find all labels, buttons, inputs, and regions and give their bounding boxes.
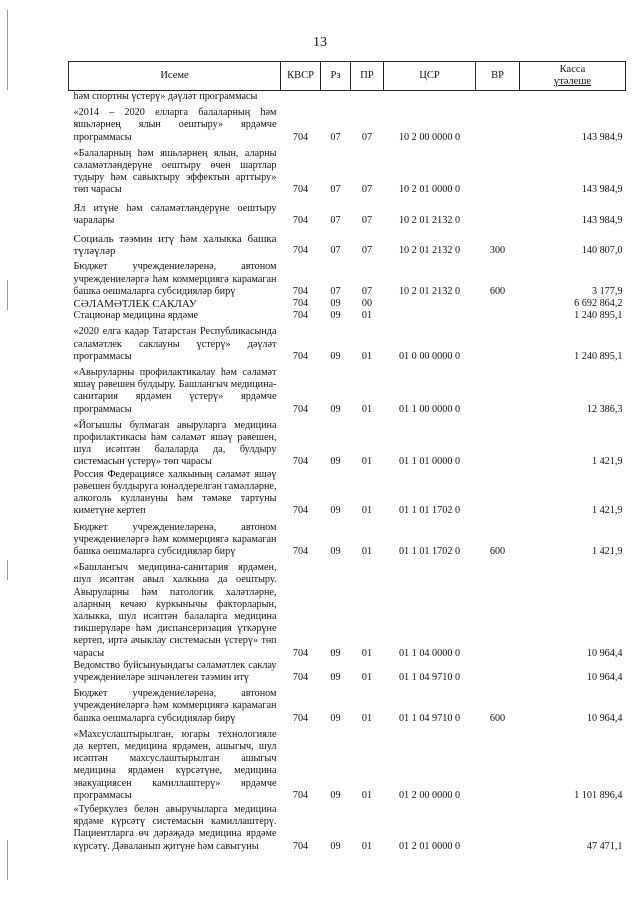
row-rz: 09 — [330, 403, 341, 415]
row-rz: 09 — [330, 789, 341, 801]
row-kvsr: 704 — [292, 647, 309, 659]
row-vr — [476, 416, 520, 469]
row-rz: 07 — [330, 131, 341, 143]
row-sum: 143 984,9 — [581, 214, 623, 226]
row-rz: 07 — [330, 245, 341, 257]
row-vr — [476, 363, 520, 416]
row-rz: 09 — [330, 545, 341, 557]
row-kvsr: 704 — [292, 545, 309, 557]
row-sum: 1 421,9 — [591, 505, 623, 517]
table-row — [69, 558, 626, 660]
row-kvsr: 704 — [292, 131, 309, 143]
row-name: Бюджет учреждениеләренә, автоном учреждениеләргә һәм коммерциягә карамаган башка оешмаларга субсидияләр бирү — [73, 521, 277, 557]
row-sum — [520, 91, 626, 104]
row-csr: 01 1 00 0000 0 — [398, 403, 461, 415]
row-csr — [384, 91, 476, 104]
header-name: Исеме — [69, 62, 281, 91]
row-pr: 00 — [361, 298, 373, 310]
table-row — [69, 802, 626, 853]
row-vr: 300 — [489, 245, 506, 257]
row-sum: 1 240 895,1 — [574, 310, 623, 322]
row-vr: 600 — [489, 545, 506, 557]
row-csr: 01 2 01 0000 0 — [398, 840, 461, 852]
row-kvsr: 704 — [292, 298, 309, 310]
row-sum: 1 421,9 — [591, 545, 623, 557]
row-kvsr: 704 — [292, 184, 309, 196]
table-row — [69, 298, 626, 310]
row-csr: 01 1 04 9710 0 — [398, 671, 461, 683]
row-csr: 01 1 01 1702 0 — [398, 505, 461, 517]
row-rz: 09 — [330, 712, 341, 724]
row-vr — [476, 725, 520, 802]
row-rz: 09 — [330, 350, 341, 362]
row-rz: 07 — [330, 184, 341, 196]
row-rz: 09 — [330, 505, 341, 517]
row-name: «Махсуслаштырылган, югары технологияле дә кертеп, медицина ярдәмен, ашыгыч, шул исәптән махсуслаштырылган ашыгыч медицина ярдәмен күрсәтүне, медицина эвакуациясен камиллаштерү» ярдәмче программасы — [73, 728, 277, 801]
row-csr: 10 2 01 0000 0 — [398, 184, 461, 196]
header-rz: Рз — [321, 62, 351, 91]
row-pr: 01 — [361, 545, 373, 557]
row-csr: 10 2 01 2132 0 — [398, 245, 461, 257]
table-row — [69, 257, 626, 298]
table-row — [69, 197, 626, 227]
row-sum: 10 964,4 — [586, 712, 623, 724]
table-row — [69, 469, 626, 518]
row-name: «Йогышлы булмаган авыруларга медицина профилактикасы һәм сәламәт яшәү рәвешен, шул исәптән балаларда да, булдыру системасын үстерү» төп чарасы — [73, 419, 277, 468]
row-pr: 01 — [361, 789, 373, 801]
row-vr — [476, 103, 520, 144]
table-row — [69, 91, 626, 104]
row-sum: 1 421,9 — [591, 456, 623, 468]
row-csr — [384, 310, 476, 322]
row-kvsr: 704 — [292, 456, 309, 468]
row-name: Социаль тәэмин итү һәм халыкка башка түләүләр — [73, 233, 277, 258]
left-margin-mark — [7, 840, 8, 880]
row-pr: 01 — [361, 350, 373, 362]
row-vr — [476, 469, 520, 518]
row-vr: 600 — [489, 285, 506, 297]
table-row — [69, 103, 626, 144]
row-kvsr: 704 — [292, 712, 309, 724]
row-pr: 07 — [361, 285, 373, 297]
table-header-row — [69, 62, 626, 91]
row-name: һәм спортны үстерү» дәүләт программасы — [73, 91, 258, 102]
row-name: «Башлангыч медицина-санитария ярдәмен, шул исәптән авыл халкына да оештыру. Авыруларны һәм патологик халәтләрне, аларның кечәю куркынычы факторларын, халыкка, шул исәптән балаларга медицина тикшерүләре һәм диспансеризация үткәрүне кертеп, иртә ачыклау системасын үстерү» төп чарасы — [73, 562, 277, 659]
row-sum: 6 692 864,2 — [574, 298, 623, 310]
table-row — [69, 227, 626, 257]
row-csr: 01 1 01 0000 0 — [398, 456, 461, 468]
row-kvsr: 704 — [292, 840, 309, 852]
row-vr: 600 — [489, 712, 506, 724]
row-name: Россия Федерациясе халкының сәламәт яшәү рәвешен булдыруга юнәлдерелгән гамәлләрне, алкоголь куллануны һәм тәмәке тартуны киметүне кертеп — [73, 468, 277, 517]
page-number: 13 — [313, 35, 327, 50]
row-csr: 10 2 01 2132 0 — [398, 214, 461, 226]
row-kvsr: 704 — [292, 285, 309, 297]
row-csr: 01 0 00 0000 0 — [398, 350, 461, 362]
row-pr: 01 — [361, 403, 373, 415]
header-vr: ВР — [476, 62, 520, 91]
row-kvsr — [281, 91, 321, 104]
left-margin-mark — [7, 280, 8, 310]
row-name: «2020 елга кадәр Татарстан Республикасында сәламәтлек саклауны үстерү» дәүләт программасы — [73, 326, 277, 362]
row-rz: 09 — [330, 840, 341, 852]
row-vr — [476, 144, 520, 197]
row-csr: 01 1 04 9710 0 — [398, 712, 461, 724]
row-vr — [476, 802, 520, 853]
row-pr: 07 — [361, 245, 373, 257]
header-pr: ПР — [351, 62, 384, 91]
row-pr: 01 — [361, 840, 373, 852]
row-sum: 3 177,9 — [591, 285, 623, 297]
row-kvsr: 704 — [292, 671, 309, 683]
table-row — [69, 660, 626, 684]
row-sum: 12 386,3 — [586, 403, 623, 415]
row-pr: 01 — [361, 310, 373, 322]
row-sum: 47 471,1 — [586, 840, 623, 852]
table-row — [69, 363, 626, 416]
row-name: СӘЛАМӘТЛЕК САКЛАУ — [73, 298, 197, 311]
row-rz: 09 — [330, 310, 341, 322]
row-rz: 09 — [330, 298, 341, 310]
row-kvsr: 704 — [292, 350, 309, 362]
row-kvsr: 704 — [292, 505, 309, 517]
table-row — [69, 310, 626, 322]
row-vr — [476, 558, 520, 660]
row-rz: 07 — [330, 214, 341, 226]
table-row — [69, 518, 626, 559]
row-sum: 1 240 895,1 — [574, 350, 623, 362]
row-name: Стационар медицина ярдәме — [73, 310, 199, 322]
row-rz: 09 — [330, 671, 341, 683]
table-row — [69, 416, 626, 469]
row-csr: 01 1 04 0000 0 — [398, 647, 461, 659]
header-sum-line2: үтәлеше — [553, 76, 592, 87]
table-row — [69, 725, 626, 802]
row-rz: 09 — [330, 647, 341, 659]
row-csr — [384, 298, 476, 310]
row-sum: 143 984,9 — [581, 131, 623, 143]
row-name: Ял итүне һәм сәламәтләндерүне оештыру чаралары — [73, 202, 277, 226]
row-vr — [476, 310, 520, 322]
row-name: «Авыруларны профилактикалау һәм сәламәт яшәү рәвешен булдыру. Башлангыч медицина-санитария ярдәмен үстерү» ярдәмче программасы — [73, 367, 277, 415]
row-kvsr: 704 — [292, 403, 309, 415]
row-name: «2014 – 2020 елларга балаларның һәм яшьләрнең ялын оештыру» ярдәмче программасы — [73, 107, 277, 143]
row-pr: 01 — [361, 647, 373, 659]
row-vr — [476, 197, 520, 227]
header-kvsr: КВСР — [281, 62, 321, 91]
header-sum-line1: Касса — [559, 64, 586, 75]
row-sum: 10 964,4 — [586, 647, 623, 659]
row-pr: 01 — [361, 671, 373, 683]
row-csr: 10 2 01 2132 0 — [398, 285, 461, 297]
header-sum — [520, 62, 626, 91]
row-pr — [351, 91, 384, 104]
row-rz: 07 — [330, 285, 341, 297]
left-margin-mark — [7, 560, 8, 580]
row-pr: 07 — [361, 214, 373, 226]
row-csr: 01 2 00 0000 0 — [398, 789, 461, 801]
row-sum: 143 984,9 — [581, 184, 623, 196]
row-csr: 10 2 00 0000 0 — [398, 131, 461, 143]
row-rz: 09 — [330, 456, 341, 468]
row-name: Бюджет учреждениеләренә, автоном учреждениеләргә һәм коммерциягә карамаган башка оешмаларга субсидияләр бирү — [73, 688, 277, 724]
row-sum: 1 101 896,4 — [574, 789, 623, 801]
row-name: «Балаларның һәм яшьләрнең ялын, аларны сәламәтләндерүне оештыру өчен шартлар тудыру һәм савыктыру эффектын арттыру» төп чарасы — [73, 147, 277, 196]
table-row — [69, 144, 626, 197]
header-csr: ЦСР — [384, 62, 476, 91]
row-pr: 01 — [361, 505, 373, 517]
row-kvsr: 704 — [292, 310, 309, 322]
row-kvsr: 704 — [292, 789, 309, 801]
row-vr — [476, 91, 520, 104]
row-pr: 01 — [361, 456, 373, 468]
row-vr — [476, 298, 520, 310]
row-csr: 01 1 01 1702 0 — [398, 545, 461, 557]
row-name: Ведомство буйсынуындагы сәламәтлек саклау учреждениеләре эшчәнлеген тәэмин итү — [73, 659, 277, 683]
row-vr — [476, 660, 520, 684]
row-kvsr: 704 — [292, 214, 309, 226]
table-row — [69, 684, 626, 725]
budget-table — [68, 61, 626, 853]
row-name: Бюджет учреждениеләренә, автоном учреждениеләргә һәм коммерциягә карамаган башка оешмаларга субсидияләр бирү — [73, 261, 277, 297]
row-sum: 140 807,0 — [581, 245, 623, 257]
row-pr: 07 — [361, 131, 373, 143]
row-rz — [321, 91, 351, 104]
row-sum: 10 964,4 — [586, 671, 623, 683]
row-kvsr: 704 — [292, 245, 309, 257]
row-pr: 01 — [361, 712, 373, 724]
row-name: «Туберкулез белән авыручыларга медицина ярдәме күрсәтү системасын камиллаштерү. Пациентларга өч дәрәҗәдә медицина ярдәме күрсәтү. Дәваланып җитүне һәм савыгуны — [73, 803, 277, 852]
row-pr: 07 — [361, 184, 373, 196]
row-vr — [476, 322, 520, 363]
table-row — [69, 322, 626, 363]
